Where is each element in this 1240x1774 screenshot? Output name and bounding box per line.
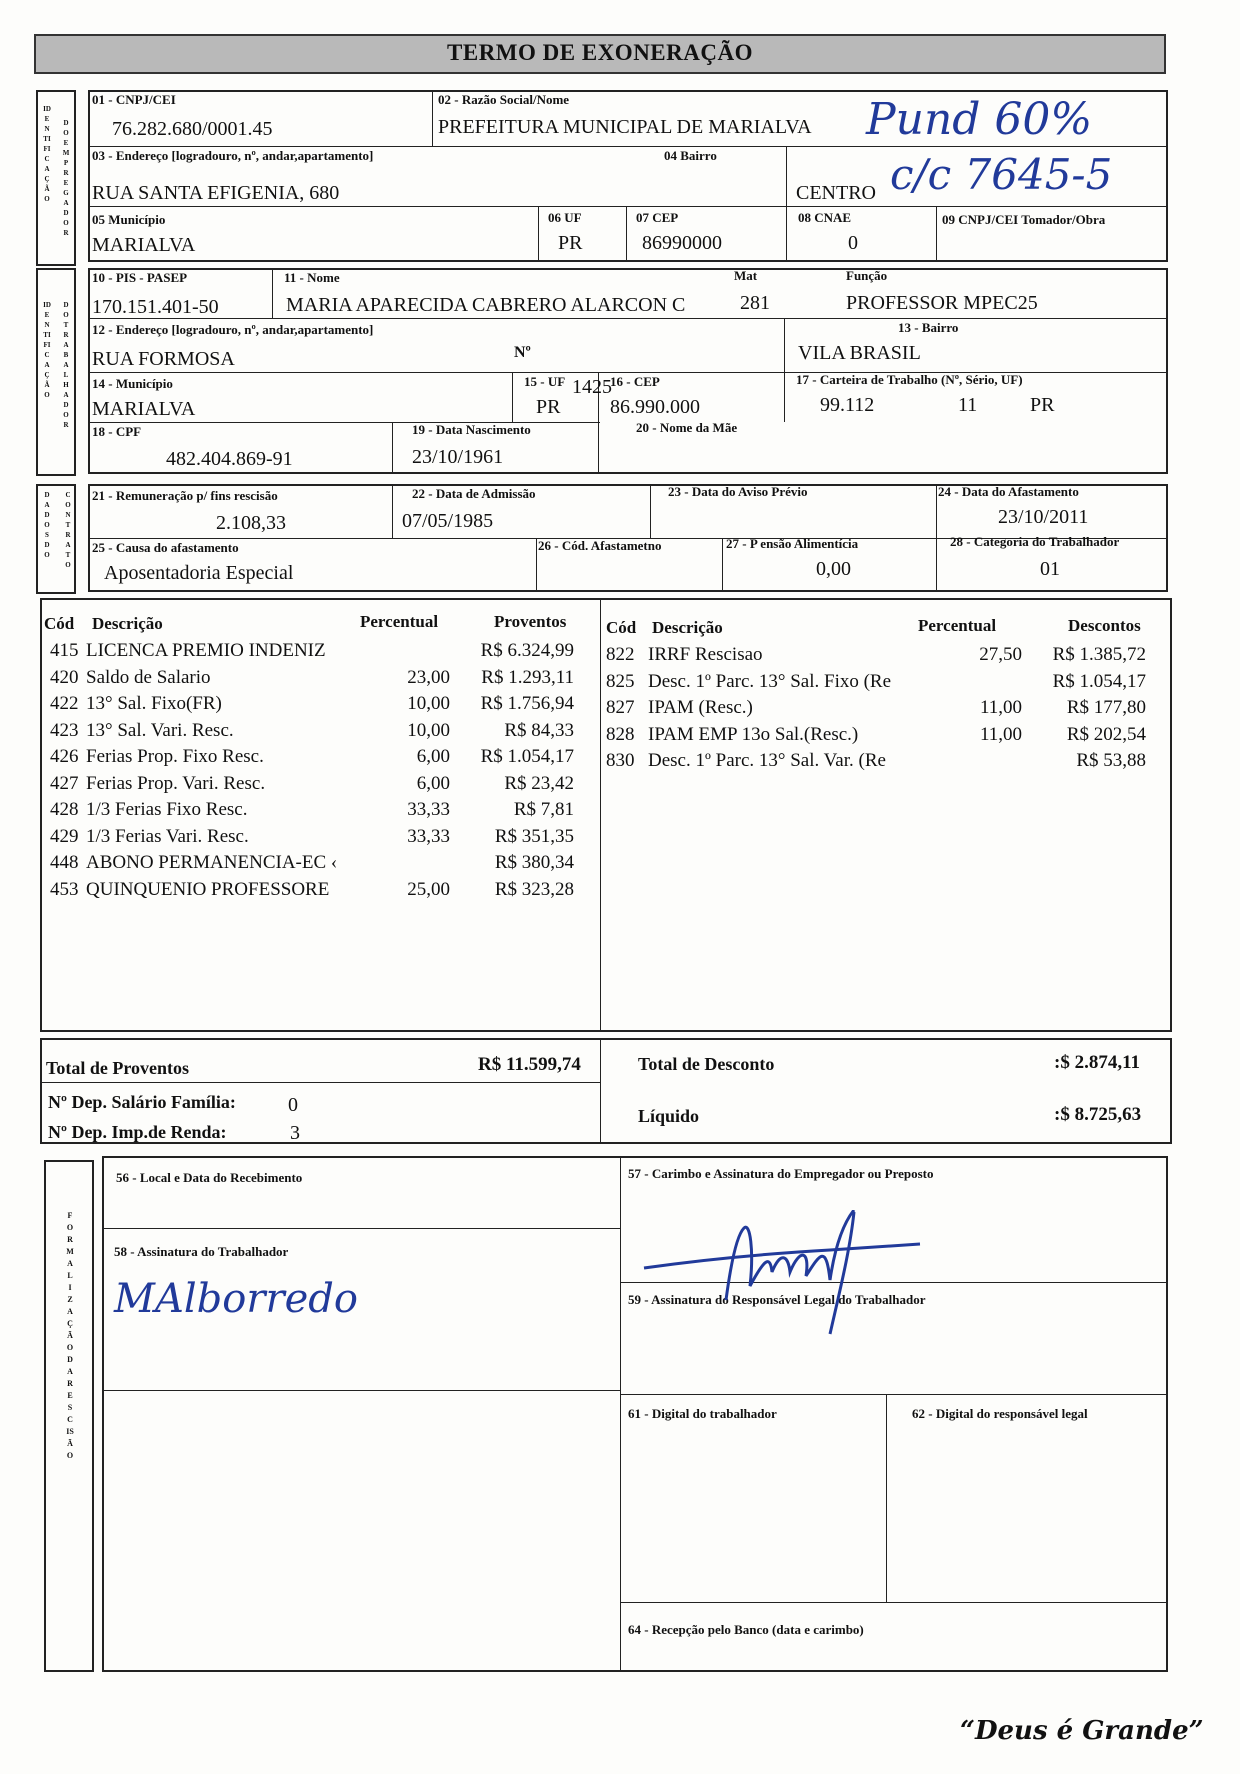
descontos-perc: 27,50 [979,644,1022,665]
rem-value: 2.108,33 [216,512,286,534]
cnae-label: 08 CNAE [798,210,852,225]
causa-label: 25 - Causa do afastamento [92,540,239,555]
cnpj-label: 01 - CNPJ/CEI [92,92,176,107]
proventos-perc: 6,00 [416,772,450,794]
employer-uf-label: 06 UF [548,210,582,225]
nasc-label: 19 - Data Nascimento [412,422,531,437]
worker-side-label-a: IDENTIFICAÇÃO [43,301,51,399]
proventos-perc: 10,00 [407,693,450,714]
descontos-desc: IPAM EMP 13o Sal.(Resc.) [648,723,859,745]
worker-side-box [36,268,76,476]
descontos-perc: 11,00 [979,723,1022,745]
ctps-serie: 11 [958,394,978,416]
worker-uf-value: PR [536,396,561,418]
descontos-val: R$ 53,88 [1076,750,1146,771]
pensao-label: 27 - P ensão Alimentícia [726,536,859,551]
proventos-cod: 429 [50,825,79,847]
field-58-label: 58 - Assinatura do Trabalhador [114,1244,289,1259]
contract-side-label-b: CONTRATO [65,491,71,569]
razao-label: 02 - Razão Social/Nome [438,92,570,107]
proventos-perc: 25,00 [407,878,450,900]
liquido-value: :$ 8.725,63 [1054,1104,1142,1125]
razao-value: PREFEITURA MUNICIPAL DE MARIALVA [438,116,812,138]
descontos-cod: 827 [606,697,635,718]
proventos-val: R$ 1.054,17 [480,746,574,767]
proventos-cod: 427 [50,772,79,794]
descontos-cod: 828 [606,723,635,745]
proventos-cod: 420 [50,666,79,688]
employer-side-label-a: IDENTIFICAÇÃO [43,105,51,203]
adm-value: 07/05/1985 [402,510,494,532]
descontos-desc: IPAM (Resc.) [648,697,753,718]
mat-value: 281 [740,292,770,314]
proventos-cod: 422 [50,693,79,714]
employer-side-label-b: DO EMPREGADOR [62,119,70,237]
proventos-desc: Ferias Prop. Vari. Resc. [86,772,266,794]
employer-municipio-value: MARIALVA [92,234,196,256]
rem-label: 21 - Remuneração p/ fins rescisão [92,488,278,503]
proventos-cod: 415 [50,640,79,661]
prov-col-perc: Percentual [360,612,439,631]
proventos-perc: 33,33 [407,799,450,820]
nome-value: MARIA APARECIDA CABRERO ALARCON C [286,294,686,316]
descontos-val: R$ 202,54 [1066,723,1146,745]
nasc-value: 23/10/1961 [412,446,504,468]
proventos-val: R$ 6.324,99 [480,640,574,661]
worker-address-value: RUA FORMOSA [92,348,235,370]
field-56-label: 56 - Local e Data do Recebimento [116,1170,303,1185]
employer-municipio-label: 05 Município [92,212,166,227]
worker-bairro-label: 13 - Bairro [898,320,959,335]
desc-col-val: Descontos [1068,616,1141,635]
nome-label: 11 - Nome [284,270,340,285]
employer-signature [640,1210,940,1340]
employer-bairro-value: CENTRO [796,182,876,204]
employer-address-label: 03 - Endereço [logradouro, nº, andar,apartamento] [92,148,374,163]
pis-label: 10 - PIS - PASEP [92,270,188,285]
mae-label: 20 - Nome da Mãe [636,420,738,435]
dep-ir-label: Nº Dep. Imp.de Renda: [48,1122,227,1142]
proventos-desc: 13° Sal. Vari. Resc. [86,719,234,741]
worker-address-label: 12 - Endereço [logradouro, nº, andar,apartamento] [92,322,374,337]
funcao-label: Função [846,268,888,283]
dep-ir-value: 3 [290,1122,300,1144]
worker-side-label-b: DO TRABALHADOR [63,301,69,429]
ctps-uf: PR [1030,394,1055,416]
proventos-cod: 428 [50,799,79,820]
contract-side-label-a: DADOS DO [44,491,50,559]
employer-address-value: RUA SANTA EFIGENIA, 680 [92,182,340,204]
field-62-label: 62 - Digital do responsável legal [912,1406,1088,1421]
tomador-label: 09 CNPJ/CEI Tomador/Obra [942,212,1106,227]
descontos-desc: IRRF Rescisao [648,644,763,665]
employer-bairro-label: 04 Bairro [664,148,717,163]
field-59-label: 59 - Assinatura do Responsável Legal do Trabalhador [628,1292,926,1307]
prov-col-val: Proventos [494,612,567,631]
proventos-val: R$ 323,28 [494,878,574,900]
proventos-desc: LICENCA PREMIO INDENIZ [86,640,326,661]
proventos-val: R$ 380,34 [494,852,574,873]
total-desconto-label: Total de Desconto [638,1054,775,1074]
proventos-desc: Ferias Prop. Fixo Resc. [86,746,264,767]
adm-label: 22 - Data de Admissão [412,486,536,501]
proventos-desc: 1/3 Ferias Fixo Resc. [86,799,248,820]
total-proventos-label: Total de Proventos [46,1058,190,1078]
proventos-cod: 423 [50,719,79,741]
worker-cep-label: 16 - CEP [610,374,660,389]
proventos-perc: 10,00 [407,719,450,741]
employer-cep-label: 07 CEP [636,210,679,225]
field-57-label: 57 - Carimbo e Assinatura do Empregador ou Preposto [628,1166,934,1181]
descontos-desc: Desc. 1º Parc. 13° Sal. Var. (Re [648,750,886,771]
worker-uf-label: 15 - UF [524,374,566,389]
proventos-perc: 6,00 [416,746,450,767]
ctps-label: 17 - Carteira de Trabalho (Nº, Sério, UF) [796,372,1023,387]
liquido-label: Líquido [638,1106,700,1126]
field-64-label: 64 - Recepção pelo Banco (data e carimbo) [628,1622,864,1637]
cpf-label: 18 - CPF [92,424,142,439]
proventos-val: R$ 84,33 [504,719,574,741]
cnae-value: 0 [848,232,858,254]
ctps-number: 99.112 [820,394,875,416]
cnpj-value: 76.282.680/0001.45 [112,118,273,140]
proventos-desc: Saldo de Salario [86,666,211,688]
descontos-cod: 822 [606,644,635,665]
pis-value: 170.151.401-50 [92,296,219,318]
proventos-cod: 453 [50,878,79,900]
prov-col-cod: Cód [44,614,75,633]
proventos-desc: ABONO PERMANENCIA-EC ‹ [86,852,338,873]
employer-cep-value: 86990000 [642,232,722,254]
descontos-val: R$ 1.054,17 [1052,670,1146,692]
afast-value: 23/10/2011 [998,506,1089,528]
proventos-desc: 13° Sal. Fixo(FR) [86,693,222,714]
prov-col-desc: Descrição [92,614,163,633]
employer-side-box [36,90,76,266]
worker-bairro-value: VILA BRASIL [798,342,921,364]
proventos-val: R$ 1.293,11 [481,666,574,688]
total-desconto-value: :$ 2.874,11 [1054,1052,1141,1073]
total-proventos-value: R$ 11.599,74 [478,1054,581,1075]
employer-uf-value: PR [558,232,583,254]
num-label: Nº [514,344,531,361]
desc-col-desc: Descrição [652,618,723,637]
descontos-val: R$ 1.385,72 [1052,644,1146,665]
proventos-perc: 23,00 [407,666,450,688]
worker-municipio-value: MARIALVA [92,398,196,420]
cpf-value: 482.404.869-91 [166,448,293,470]
title-bar [34,34,1166,74]
worker-signature: MAlborredo [114,1276,358,1322]
proventos-val: R$ 7,81 [513,799,574,820]
causa-value: Aposentadoria Especial [104,562,294,584]
descontos-perc: 11,00 [979,697,1022,718]
num-value-display: 1425 [572,376,612,398]
proventos-cod: 448 [50,852,79,873]
descontos-cod: 825 [606,670,635,692]
categoria-value: 01 [1040,558,1060,580]
proventos-desc: 1/3 Ferias Vari. Resc. [86,825,249,847]
footer-motto: “Deus é Grande” [960,1716,1204,1746]
proventos-perc: 33,33 [407,825,450,847]
handwritten-note-1: Pund 60% [866,94,1093,145]
cod-afast-label: 26 - Cód. Afastametno [538,538,662,553]
descontos-desc: Desc. 1º Parc. 13° Sal. Fixo (Re [648,670,892,692]
mat-label: Mat [734,268,758,283]
document-title: TERMO DE EXONERAÇÃO [447,40,753,65]
descontos-cod: 830 [606,750,635,771]
desc-col-cod: Cód [606,618,637,637]
proventos-val: R$ 1.756,94 [480,693,574,714]
proventos-val: R$ 23,42 [504,772,574,794]
handwritten-note-2: c/c 7645-5 [890,150,1113,199]
dep-sf-value: 0 [288,1094,298,1116]
proventos-cod: 426 [50,746,79,767]
categoria-label: 28 - Categoria do Trabalhador [950,534,1120,549]
desc-col-perc: Percentual [918,616,997,635]
dep-sf-label: Nº Dep. Salário Família: [48,1092,236,1112]
worker-cep-value: 86.990.000 [610,396,700,418]
descontos-val: R$ 177,80 [1066,697,1146,718]
pensao-value: 0,00 [816,558,851,580]
funcao-value: PROFESSOR MPEC25 [846,292,1038,314]
afast-label: 24 - Data do Afastamento [938,484,1079,499]
worker-municipio-label: 14 - Município [92,376,173,391]
formal-side-label: FORMALIZAÇÃO DA RESCISÃO [66,1211,74,1460]
proventos-desc: QUINQUENIO PROFESSORE [86,878,330,900]
aviso-label: 23 - Data do Aviso Prévio [668,484,808,499]
field-61-label: 61 - Digital do trabalhador [628,1406,777,1421]
proventos-val: R$ 351,35 [494,825,574,847]
